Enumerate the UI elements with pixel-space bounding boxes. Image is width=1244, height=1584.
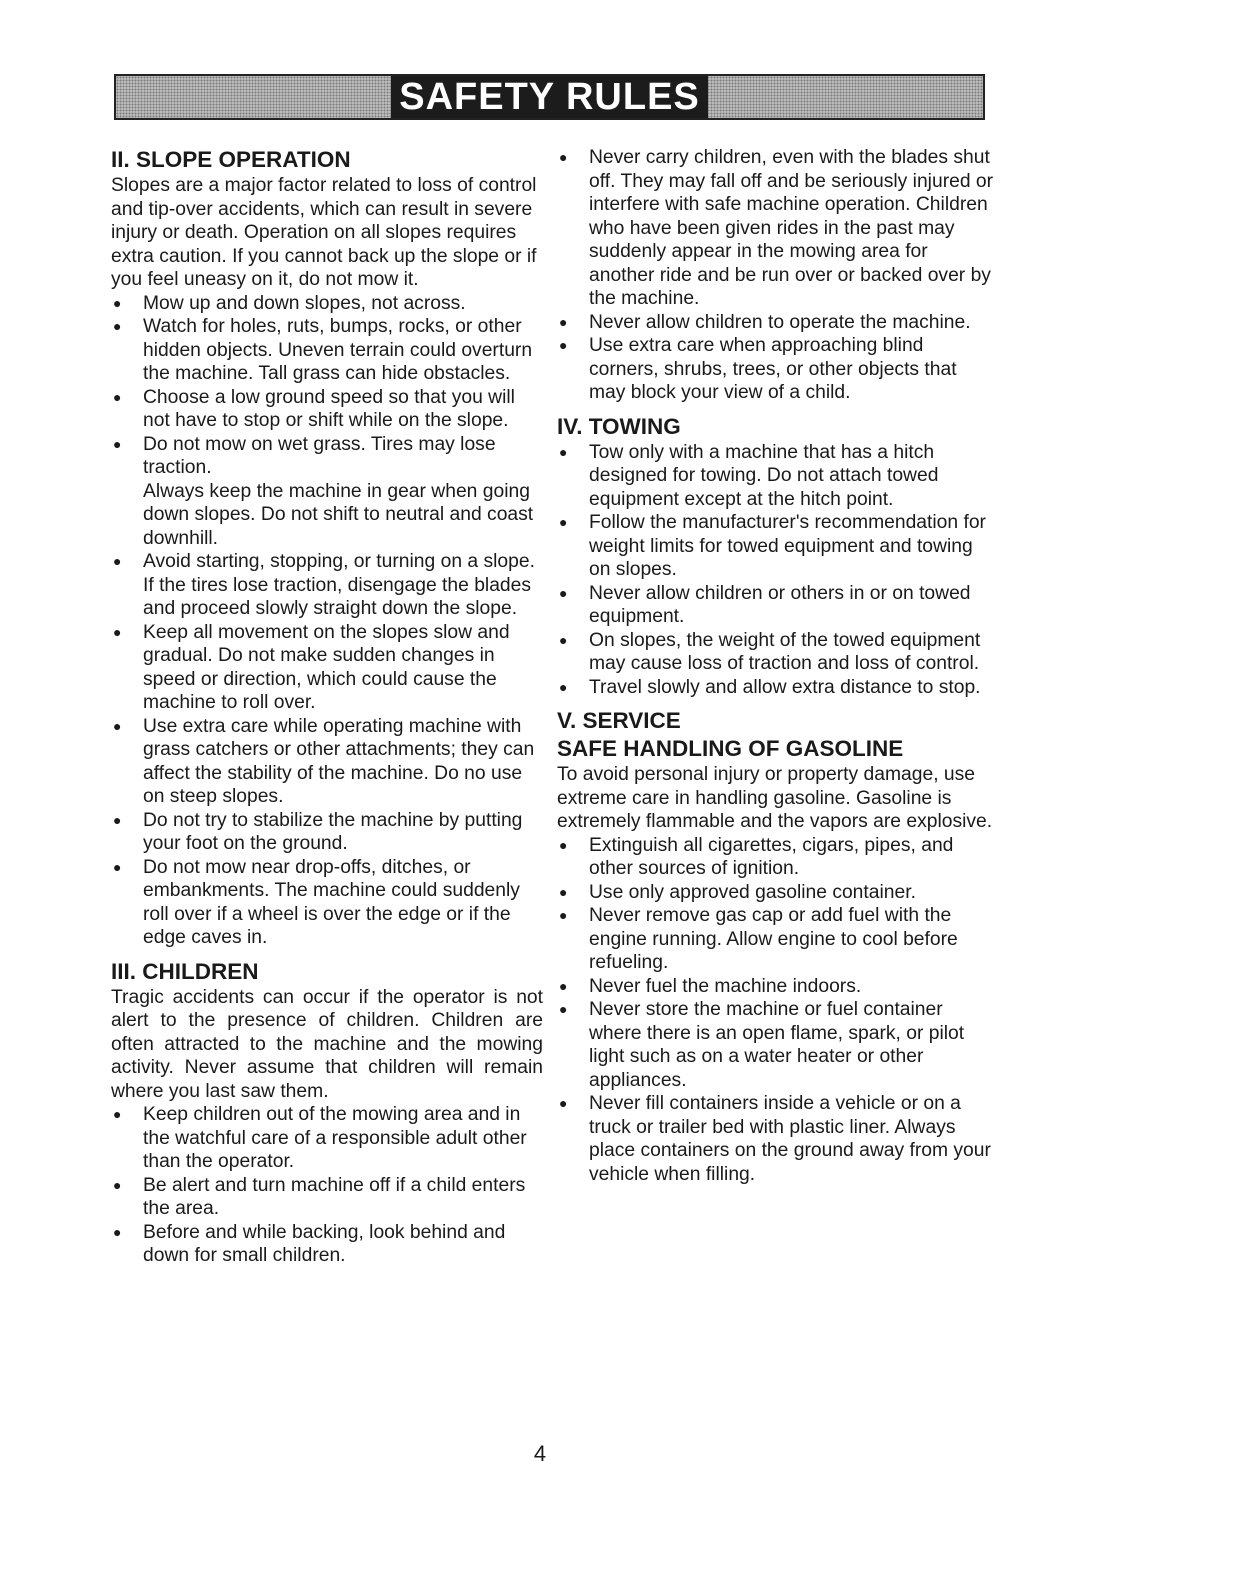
slope-intro: Slopes are a major factor related to loss of control and tip-over accidents, which can result in severe injury or death. Operation on all slopes requires extra caution. If you cannot back up the slope or if you feel uneasy on it, do not mow it. [111, 175, 537, 290]
bullet-icon: ● [559, 1095, 568, 1111]
list-item: ● Use extra care while operating machine with grass catchers or other attachments; they can affect the stability of the machine. Do no use on steep slopes. [113, 715, 535, 807]
list-item: ● Follow the manufacturer's recommendation for weight limits for towed equipment and towing on slopes. [559, 512, 986, 580]
bullet-icon: ● [559, 977, 568, 994]
children-bullets [111, 1103, 543, 1268]
bullet-icon: ● [113, 858, 122, 875]
bullet-icon: ● [559, 631, 568, 648]
bullet-icon: ● [559, 907, 568, 923]
bullet-icon: ● [559, 514, 568, 530]
children-intro: Tragic accidents can occur if the operator is not alert to the presence of children. Children are often attracted to the machine and the mowing activity. Never assume that children will remain where you last saw them. [111, 986, 543, 1102]
bullet-icon: ● [113, 294, 122, 311]
list-item: ● Never carry children, even with the blades shut off. They may fall off and be seriously injured or interfere with safe machine operation. Children who have been given rides in the past may suddenly appear in the mowing area for another ride and be run over or backed over by the machine. [559, 147, 994, 309]
list-item: ● Use only approved gasoline container. [559, 881, 916, 903]
list-item: ● Keep all movement on the slopes slow and gradual. Do not make sudden changes in speed or direction, which could cause the machine to roll over. [113, 621, 510, 713]
bullet-icon: ● [113, 1106, 122, 1122]
list-item: ● Before and while backing, look behind and down for small children. [113, 1221, 506, 1266]
page-number: 4 [533, 1441, 547, 1466]
list-item: ● Avoid starting, stopping, or turning on a slope. If the tires lose traction, disengage the blades and proceed slowly straight down the slope. [113, 551, 535, 619]
right-column [557, 146, 997, 1186]
bullet-icon: ● [559, 584, 568, 601]
towing-bullets [557, 441, 997, 700]
bullet-icon: ● [113, 811, 122, 828]
bullet-icon: ● [113, 1223, 122, 1240]
bullet-icon: ● [559, 313, 568, 330]
bullet-icon: ● [559, 337, 568, 353]
list-item: ● On slopes, the weight of the towed equipment may cause loss of traction and loss of control. [559, 629, 981, 674]
towing-heading: IV. TOWING [557, 413, 681, 439]
list-item: ● Watch for holes, ruts, bumps, rocks, or other hidden objects. Uneven terrain could overturn the machine. Tall grass can hide obstacles. [113, 316, 533, 384]
list-item: ● Never allow children or others in or on towed equipment. [559, 582, 971, 627]
list-item: ● Tow only with a machine that has a hitch designed for towing. Do not attach towed equipment except at the hitch point. [559, 441, 939, 510]
gasoline-subheading: SAFE HANDLING OF GASOLINE [557, 736, 904, 761]
slope-bullets-continued [111, 550, 543, 950]
slope-note: Always keep the machine in gear when going down slopes. Do not shift to neutral and coast downhill. [143, 480, 534, 549]
bullet-icon: ● [113, 318, 122, 334]
list-item: ● Do not mow near drop-offs, ditches, or embankments. The machine could suddenly roll over if a wheel is over the edge or if the edge caves in. [113, 856, 520, 948]
bullet-icon: ● [559, 836, 568, 853]
slope-operation-heading: II. SLOPE OPERATION [111, 147, 351, 172]
children-bullets-continued [557, 146, 997, 405]
bullet-icon: ● [113, 435, 122, 452]
list-item: ● Be alert and turn machine off if a child enters the area. [113, 1174, 526, 1219]
safety-rules-banner [114, 74, 985, 120]
bullet-icon: ● [559, 149, 568, 165]
slope-bullets [111, 292, 543, 480]
children-heading: III. CHILDREN [111, 958, 259, 984]
list-item: ● Keep children out of the mowing area and in the watchful care of a responsible adult other than the operator. [113, 1104, 527, 1172]
list-item: ● Never fill containers inside a vehicle or on a truck or trailer bed with plastic liner. Always place containers on the ground away from your vehicle when filling. [559, 1093, 991, 1185]
list-item: ● Never fuel the machine indoors. [559, 975, 862, 997]
bullet-icon: ● [113, 717, 122, 734]
bullet-icon: ● [559, 883, 568, 900]
list-item: ● Travel slowly and allow extra distance to stop. [559, 676, 981, 698]
list-item: ● Do not mow on wet grass. Tires may lose traction. [113, 433, 496, 478]
list-item: ● Never allow children to operate the machine. [559, 311, 971, 333]
bullet-icon: ● [559, 678, 568, 695]
list-item: ● Never store the machine or fuel container where there is an open flame, spark, or pilot light such as on a water heater or other appliances. [559, 999, 965, 1091]
service-intro: To avoid personal injury or property damage, use extreme care in handling gasoline. Gasoline is extremely flammable and the vapors are explosive. [557, 764, 993, 832]
list-item: ● Use extra care when approaching blind corners, shrubs, trees, or other objects that may block your view of a child. [559, 335, 957, 403]
bullet-icon: ● [113, 388, 122, 405]
left-column [111, 146, 543, 1268]
list-item: ● Mow up and down slopes, not across. [113, 292, 466, 314]
bullet-icon: ● [113, 623, 122, 640]
gasoline-bullets [557, 834, 997, 1187]
bullet-icon: ● [113, 553, 122, 569]
list-item: ● Choose a low ground speed so that you will not have to stop or shift while on the slope. [113, 386, 515, 431]
banner-title: SAFETY RULES [391, 76, 708, 118]
list-item: ● Extinguish all cigarettes, cigars, pipes, and other sources of ignition. [559, 834, 954, 879]
list-item: ● Never remove gas cap or add fuel with the engine running. Allow engine to cool before refueling. [559, 905, 958, 973]
bullet-icon: ● [559, 1001, 568, 1017]
bullet-icon: ● [559, 443, 568, 460]
bullet-icon: ● [113, 1176, 122, 1193]
service-heading: V. SERVICE [557, 708, 681, 733]
list-item: ● Do not try to stabilize the machine by putting your foot on the ground. [113, 809, 523, 854]
